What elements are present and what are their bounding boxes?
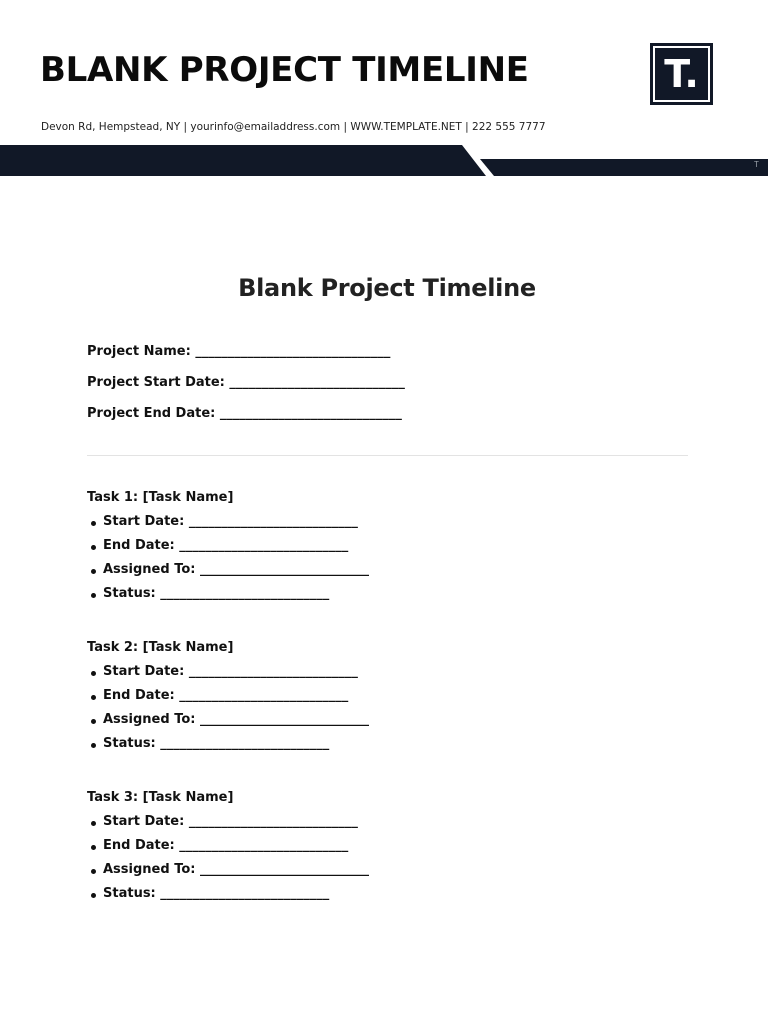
task-assigned-to: Assigned To: __________________________ [87,711,369,735]
task-status: Status: __________________________ [87,585,369,609]
project-start-date-field: Project Start Date: ___________________________ [87,375,405,390]
task-status: Status: __________________________ [87,735,369,759]
contact-info: Devon Rd, Hempstead, NY | yourinfo@emailaddress.com | WWW.TEMPLATE.NET | 222 555 7777 [41,121,546,133]
task-title: Task 1: [Task Name] [87,490,234,505]
task-end-date: End Date: __________________________ [87,837,369,861]
section-divider [87,455,688,456]
task-2 [87,639,369,759]
task-start-date: Start Date: __________________________ [87,813,369,837]
task-items [87,663,369,759]
header-title: BLANK PROJECT TIMELINE [40,50,529,90]
task-items [87,513,369,609]
template-logo [650,43,713,105]
task-items [87,813,369,909]
task-end-date: End Date: __________________________ [87,537,369,561]
band-mark: T [754,160,759,169]
header-band [0,145,768,176]
task-title: Task 2: [Task Name] [87,640,234,655]
task-end-date: End Date: __________________________ [87,687,369,711]
task-status: Status: __________________________ [87,885,369,909]
task-start-date: Start Date: __________________________ [87,513,369,537]
logo-text: T. [664,52,699,96]
project-fields [87,343,405,436]
band-left-segment [0,145,486,176]
task-assigned-to: Assigned To: __________________________ [87,561,369,585]
task-title: Task 3: [Task Name] [87,790,234,805]
document-title: Blank Project Timeline [238,274,536,302]
task-1 [87,489,369,609]
task-start-date: Start Date: __________________________ [87,663,369,687]
task-3 [87,789,369,909]
task-assigned-to: Assigned To: __________________________ [87,861,369,885]
project-end-date-field: Project End Date: ____________________________ [87,406,402,421]
project-name-field: Project Name: ______________________________ [87,344,391,359]
band-right-segment [480,159,768,176]
